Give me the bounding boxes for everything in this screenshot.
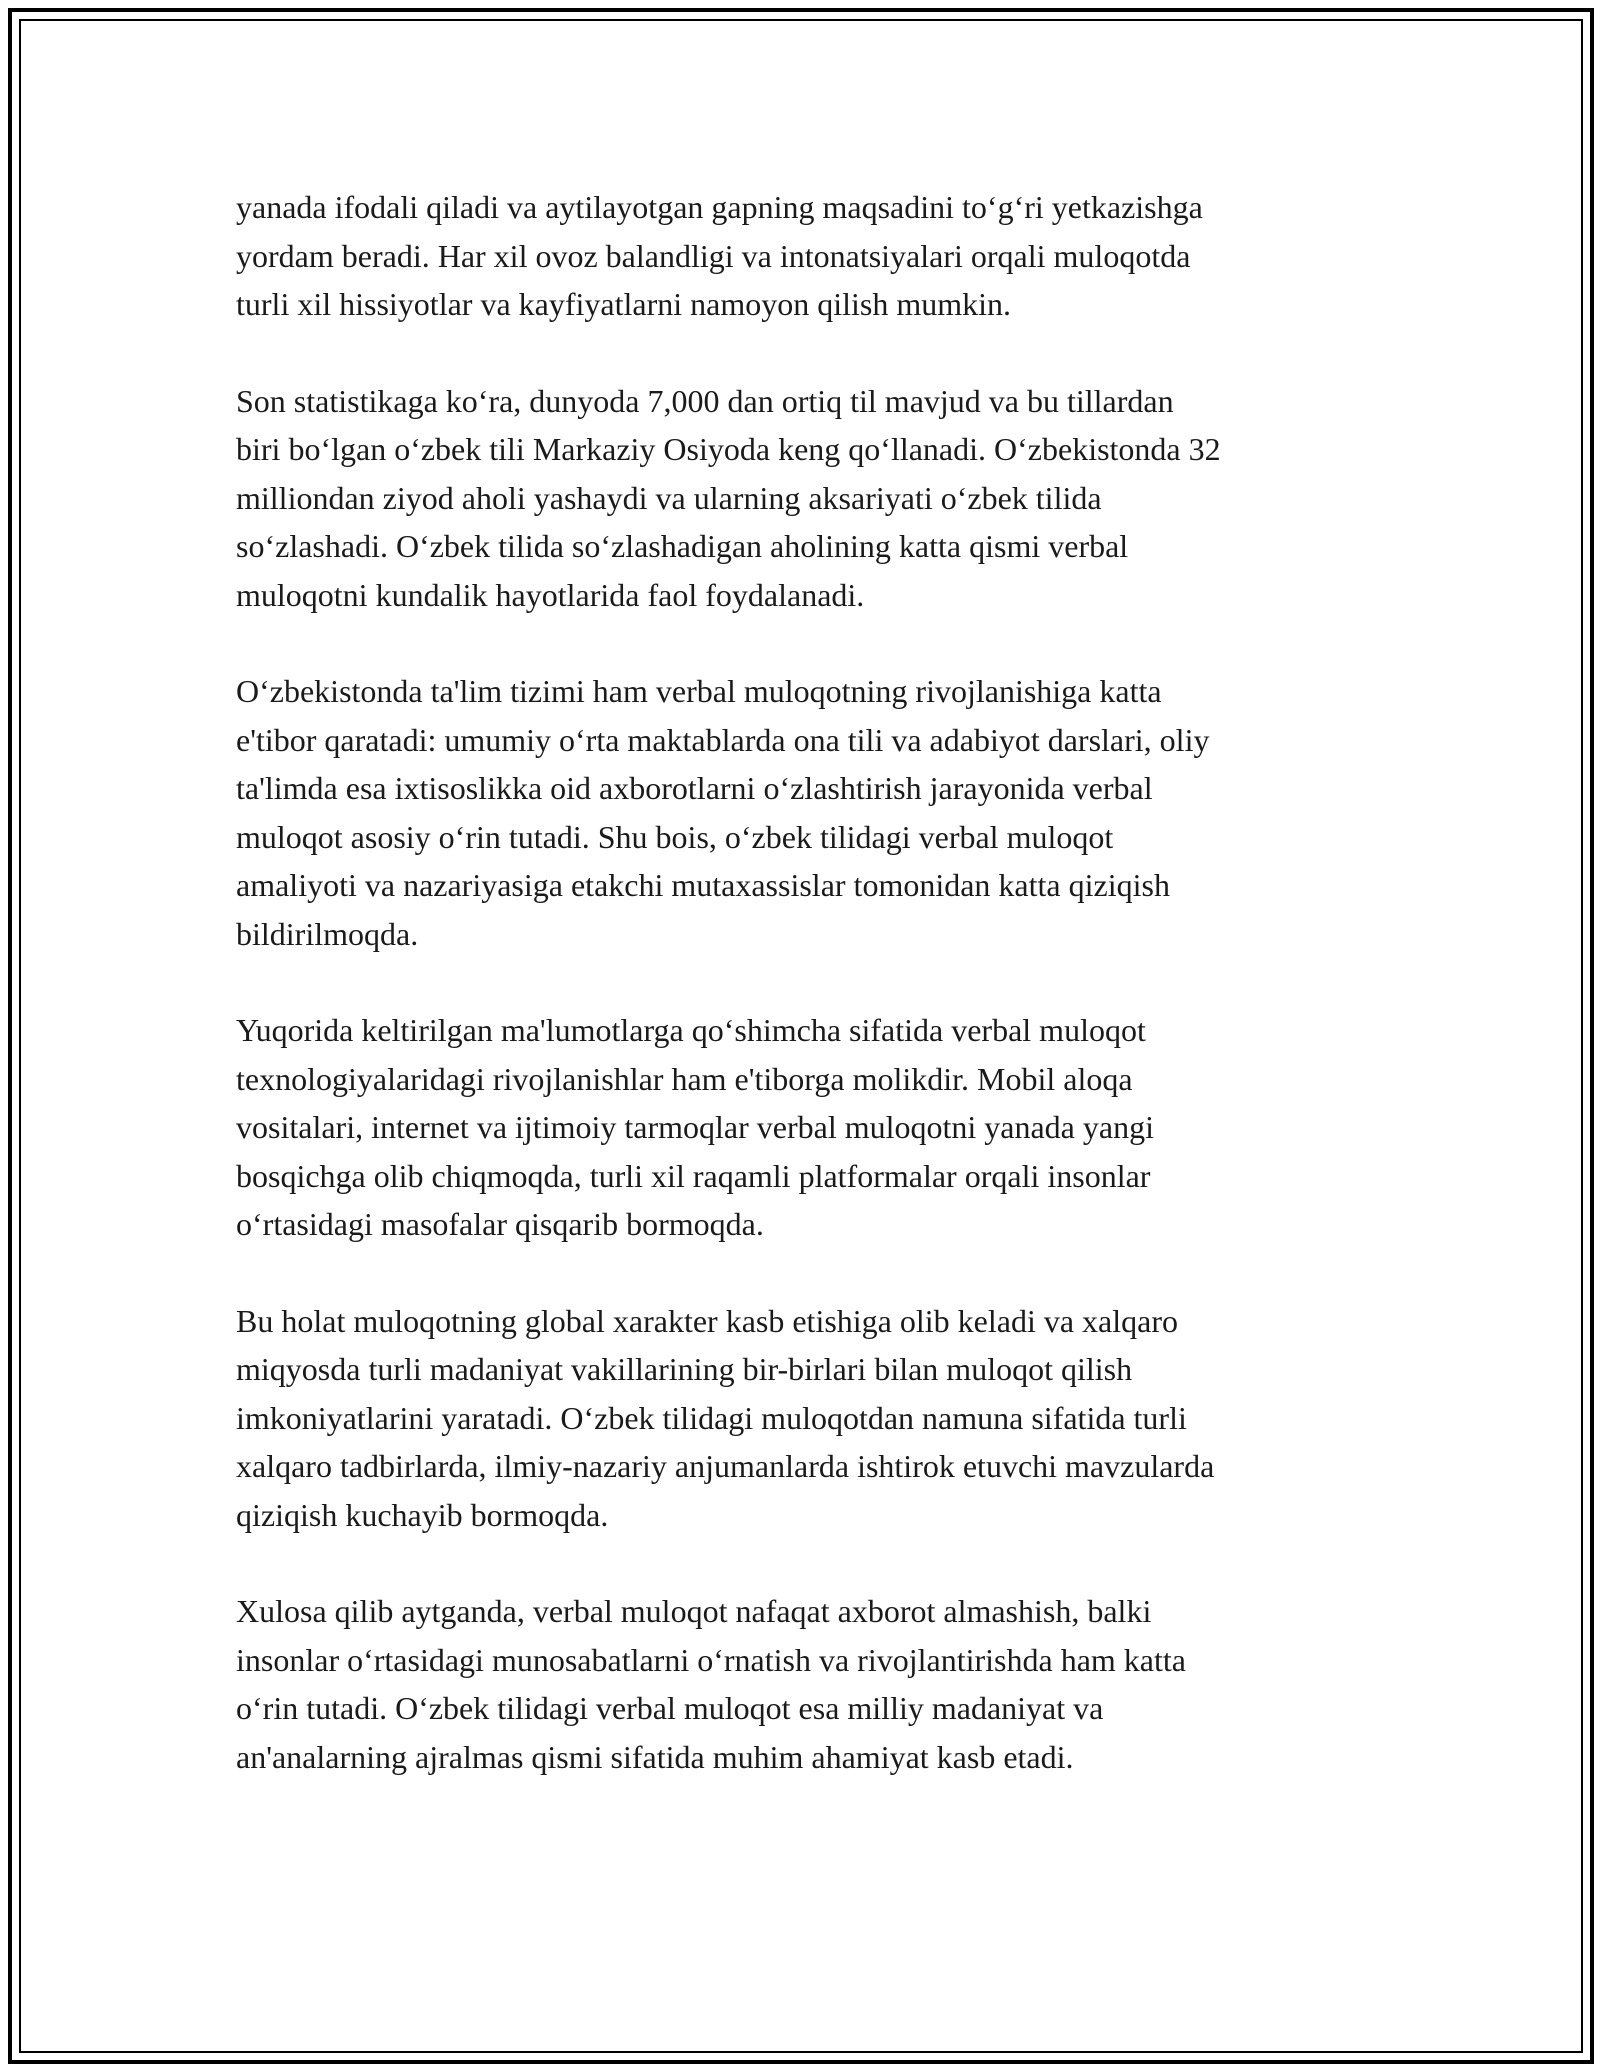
text-line: O‘zbekistonda ta'lim tizimi ham verbal muloqotning rivojlanishiga katta bbox=[236, 673, 1162, 709]
text-line: muloqot asosiy o‘rin tutadi. Shu bois, o‘zbek tilidagi verbal muloqot bbox=[236, 818, 1114, 855]
text-line: ta'limda esa ixtisoslikka oid axborotlarni o‘zlashtirish jarayonida verbal bbox=[236, 770, 1153, 806]
paragraph-5 bbox=[236, 1297, 1376, 1540]
text-line: bosqichga olib chiqmoqda, turli xil raqamli platformalar orqali insonlar bbox=[236, 1157, 1151, 1194]
text-line: turli xil hissiyotlar va kayfiyatlarni namoyon qilish mumkin. bbox=[236, 286, 1012, 322]
document-body bbox=[236, 183, 1376, 1829]
text-line: qiziqish kuchayib bormoqda. bbox=[236, 1496, 609, 1533]
text-line: e'tibor qaratadi: umumiy o‘rta maktablarda ona tili va adabiyot darslari, oliy bbox=[236, 721, 1210, 758]
text-line: imkoniyatlarini yaratadi. O‘zbek tilidagi muloqotdan namuna sifatida turli bbox=[236, 1399, 1187, 1436]
text-line: Son statistikaga ko‘ra, dunyoda 7,000 dan ortiq til mavjud va bu tillardan bbox=[236, 382, 1174, 419]
text-line: biri bo‘lgan o‘zbek tili Markaziy Osiyoda keng qo‘llanadi. O‘zbekistonda 32 bbox=[236, 431, 1221, 467]
text-line: milliondan ziyod aholi yashaydi va ularning aksariyati o‘zbek tilida bbox=[236, 479, 1102, 516]
text-line: Bu holat muloqotning global xarakter kasb etishiga olib keladi va xalqaro bbox=[236, 1302, 1178, 1339]
paragraph-3 bbox=[236, 667, 1376, 958]
text-line: amaliyoti va nazariyasiga etakchi mutaxassislar tomonidan katta qiziqish bbox=[236, 867, 1170, 903]
text-line: muloqotni kundalik hayotlarida faol foydalanadi. bbox=[236, 576, 865, 613]
text-line: miqyosda turli madaniyat vakillarining bir-birlari bilan muloqot qilish bbox=[236, 1351, 1133, 1387]
text-line: o‘rtasidagi masofalar qisqarib bormoqda. bbox=[236, 1206, 764, 1242]
text-line: an'analarning ajralmas qismi sifatida muhim ahamiyat kasb etadi. bbox=[236, 1738, 1074, 1775]
text-line: yanada ifodali qiladi va aytilayotgan gapning maqsadini to‘g‘ri yetkazishga bbox=[236, 189, 1203, 225]
text-line: xalqaro tadbirlarda, ilmiy-nazariy anjumanlarda ishtirok etuvchi mavzularda bbox=[236, 1448, 1215, 1484]
paragraph-2 bbox=[236, 377, 1376, 620]
paragraph-4 bbox=[236, 1006, 1376, 1249]
paragraph-1 bbox=[236, 183, 1376, 329]
text-line: so‘zlashadi. O‘zbek tilida so‘zlashadigan aholining katta qismi verbal bbox=[236, 528, 1129, 564]
text-line: o‘rin tutadi. O‘zbek tilidagi verbal muloqot esa milliy madaniyat va bbox=[236, 1690, 1104, 1726]
text-line: Xulosa qilib aytganda, verbal muloqot nafaqat axborot almashish, balki bbox=[236, 1593, 1152, 1629]
text-line: Yuqorida keltirilgan ma'lumotlarga qo‘shimcha sifatida verbal muloqot bbox=[236, 1012, 1146, 1048]
text-line: vositalari, internet va ijtimoiy tarmoqlar verbal muloqotni yanada yangi bbox=[236, 1109, 1154, 1145]
text-line: yordam beradi. Har xil ovoz balandligi va intonatsiyalari orqali muloqotda bbox=[236, 237, 1191, 274]
paragraph-6 bbox=[236, 1587, 1376, 1781]
text-line: insonlar o‘rtasidagi munosabatlarni o‘rnatish va rivojlantirishda ham katta bbox=[236, 1641, 1186, 1678]
text-line: bildirilmoqda. bbox=[236, 915, 419, 952]
text-line: texnologiyalaridagi rivojlanishlar ham e'tiborga molikdir. Mobil aloqa bbox=[236, 1060, 1133, 1097]
